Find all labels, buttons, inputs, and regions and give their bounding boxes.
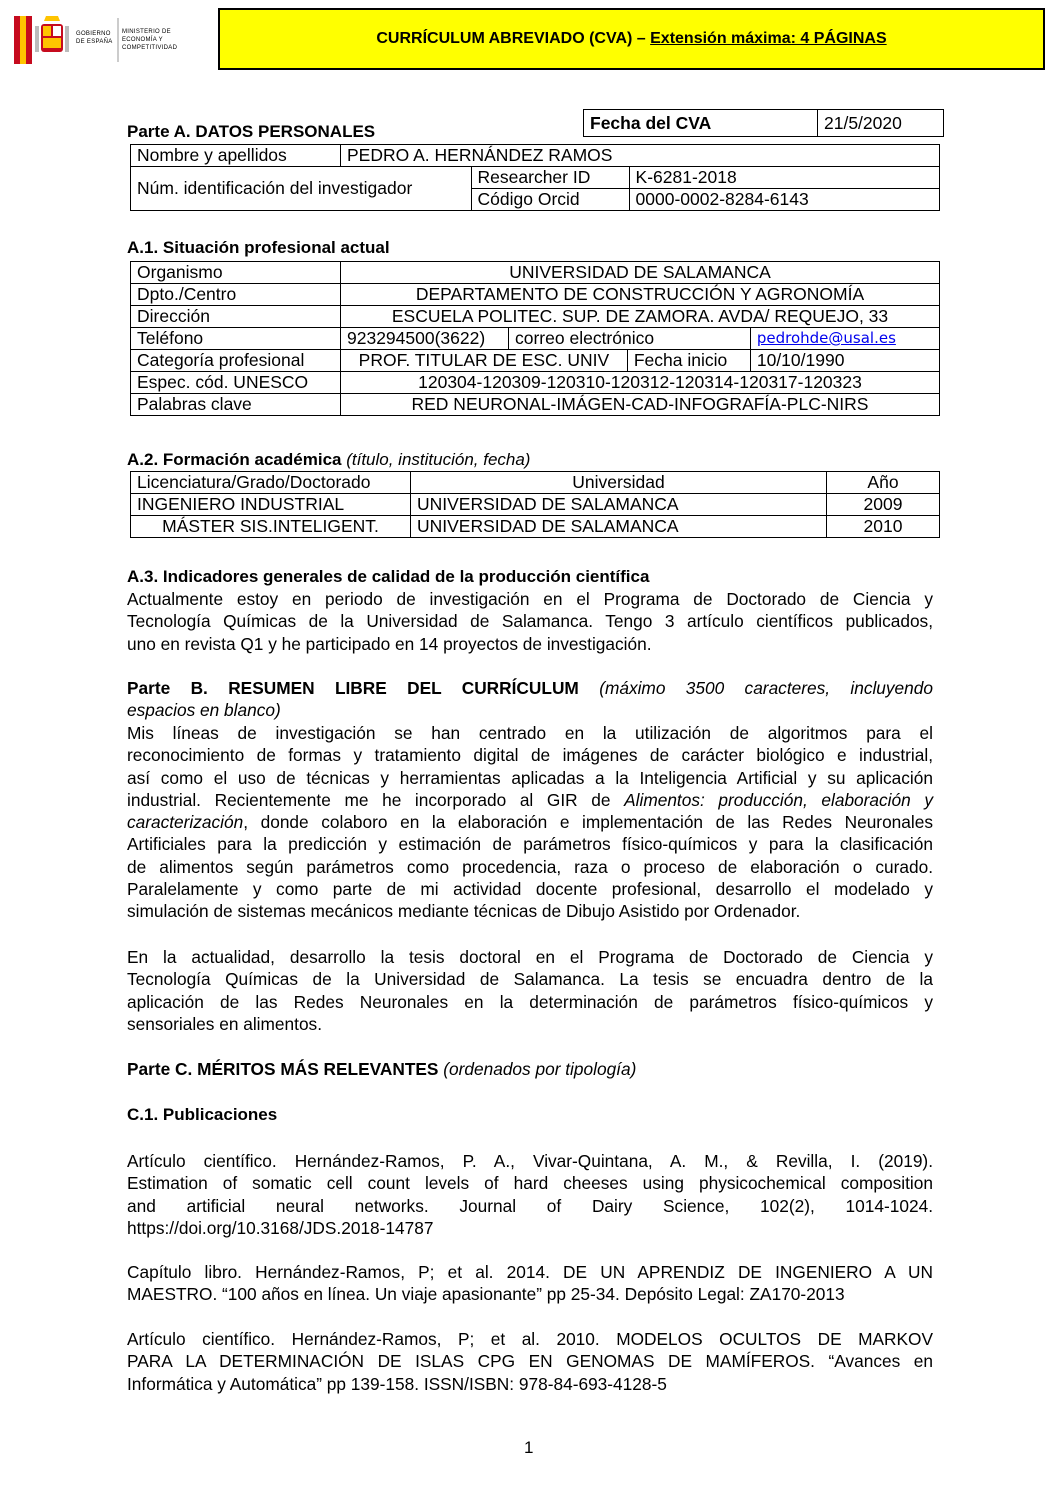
page-number: 1	[524, 1438, 534, 1457]
publication-2	[127, 1261, 933, 1306]
part-b-line: reconocimiento de formas y tratamiento digital de imágenes de carácter biológico e industrial,	[127, 745, 933, 766]
part-b-line: simulación de sistemas mecánicos mediante técnicas de Dibujo Asistido por Ordenador.	[127, 901, 801, 922]
publication-line: Capítulo libro. Hernández-Ramos, P; et al. 2014. DE UN APRENDIZ DE INGENIERO A UN	[127, 1262, 933, 1282]
part-b-line: así como el uso de técnicas y herramientas aplicadas a la Inteligencia Artificial y su aplicación	[127, 767, 933, 788]
claves-value: RED NEURONAL-IMÁGEN-CAD-INFOGRAFÍA-PLC-NIRS	[341, 394, 940, 416]
publication-3	[127, 1328, 933, 1395]
part-c-heading	[127, 1058, 933, 1080]
organismo-value: UNIVERSIDAD DE SALAMANCA	[341, 262, 940, 284]
part-b-line: Paralelamente y como parte de mi actividad docente profesional, desarrollo el modelado y	[127, 879, 933, 900]
unesco-label: Espec. cód. UNESCO	[131, 372, 341, 394]
fecha-cva-label: Fecha del CVA	[584, 110, 818, 137]
banner-title: CURRÍCULUM ABREVIADO (CVA) –	[376, 30, 646, 47]
publication-line: and artificial neural networks. Journal of Dairy Science, 102(2), 1014-1024.	[127, 1195, 933, 1216]
part-b-line: , donde colaboro en la elaboración e implementación de las Redes Neuronales	[243, 812, 933, 833]
email-link[interactable]: pedrohde@usal.es	[756, 329, 896, 347]
dpto-label: Dpto./Centro	[131, 284, 341, 306]
education-table	[130, 471, 940, 538]
part-b-line: sensoriales en alimentos.	[127, 1013, 322, 1034]
fecha-cva-value: 21/5/2020	[818, 110, 944, 137]
fecha-cva-table	[583, 109, 944, 137]
direccion-label: Dirección	[131, 306, 341, 328]
publication-line: Informática y Automática” pp 139-158. ISSN/ISBN: 978-84-693-4128-5	[127, 1373, 667, 1394]
education-degree: INGENIERO INDUSTRIAL	[131, 494, 411, 516]
orcid-label: Código Orcid	[471, 189, 629, 211]
banner-extension: Extensión máxima: 4 PÁGINAS	[650, 30, 887, 47]
education-header-university: Universidad	[411, 472, 827, 494]
part-b-italic-b: caracterización	[127, 812, 244, 833]
education-year: 2009	[827, 494, 940, 516]
telefono-value: 923294500(3622)	[341, 328, 509, 350]
publication-line: PARA LA DETERMINACIÓN DE ISLAS CPG EN GENOMAS DE MAMÍFEROS. “Avances en	[127, 1351, 933, 1372]
part-a-title: Parte A. DATOS PERSONALES	[127, 122, 376, 141]
logo-text-government: GOBIERNO DE ESPAÑA	[76, 31, 113, 45]
unesco-value: 120304-120309-120310-120312-120314-120317-120323	[341, 372, 940, 394]
part-b-line: de alimentos según parámetros como procedencia, raza o proceso de elaboración o curado.	[127, 856, 933, 877]
a3-line: uno en revista Q1 y he participado en 14 proyectos de investigación.	[127, 633, 652, 654]
publication-line: MAESTRO. “100 años en línea. Un viaje apasionante” pp 25-34. Depósito Legal: ZA170-2013	[127, 1284, 845, 1305]
orcid-value: 0000-0002-8284-6143	[629, 189, 939, 211]
part-b-line: industrial. Recientemente me he incorporado al GIR de	[127, 789, 611, 810]
nombre-value: PEDRO A. HERNÁNDEZ RAMOS	[341, 145, 940, 167]
part-b-title: Parte B. RESUMEN LIBRE DEL CURRÍCULUM	[127, 678, 579, 698]
a3-line: Actualmente estoy en periodo de investigación en el Programa de Doctorado de Ciencia y	[127, 589, 933, 609]
government-logo	[12, 14, 202, 66]
id-label: Núm. identificación del investigador	[131, 167, 472, 211]
part-c-title: Parte C. MÉRITOS MÁS RELEVANTES	[127, 1059, 439, 1079]
publication-line: Artículo científico. Hernández-Ramos, P; et al. 2010. MODELOS OCULTOS DE MARKOV	[127, 1329, 933, 1349]
education-year: 2010	[827, 516, 940, 538]
publication-line: Estimation of somatic cell count levels of hard cheeses using physicochemical composition	[127, 1173, 933, 1194]
a2-subtitle: (título, institución, fecha)	[346, 450, 531, 469]
part-b-paragraph-1	[127, 722, 933, 923]
publication-line: https://doi.org/10.3168/JDS.2018-14787	[127, 1217, 434, 1238]
personal-data-table	[130, 144, 940, 211]
publication-1	[127, 1150, 933, 1239]
fecha-inicio-value: 10/10/1990	[750, 350, 939, 372]
a3-paragraph	[127, 588, 933, 655]
researcher-id-value: K-6281-2018	[629, 167, 939, 189]
a1-title: A.1. Situación profesional actual	[127, 238, 390, 257]
fecha-inicio-label: Fecha inicio	[627, 350, 750, 372]
professional-table	[130, 261, 940, 416]
education-university: UNIVERSIDAD DE SALAMANCA	[411, 516, 827, 538]
part-b-subtitle: (máximo 3500 caracteres, incluyendo	[599, 678, 934, 698]
categoria-value: PROF. TITULAR DE ESC. UNIV	[341, 350, 628, 372]
logo-text-ministry: MINISTERIO DE ECONOMÍA Y COMPETITIVIDAD	[122, 29, 178, 51]
publication-line: Artículo científico. Hernández-Ramos, P. A., Vivar-Quintana, A. M., & Revilla, I. (2019).	[127, 1151, 933, 1171]
part-b-line: Tecnología Químicas de la Universidad de Salamanca. La tesis se encuadra dentro de la	[127, 969, 933, 990]
table-row	[131, 494, 940, 516]
correo-label: correo electrónico	[509, 328, 751, 350]
a2-title	[127, 450, 530, 470]
part-c-subtitle: (ordenados por tipología)	[443, 1059, 637, 1079]
telefono-label: Teléfono	[131, 328, 341, 350]
dpto-value: DEPARTAMENTO DE CONSTRUCCIÓN Y AGRONOMÍA	[341, 284, 940, 306]
c1-title: C.1. Publicaciones	[127, 1105, 278, 1124]
part-b-line: En la actualidad, desarrollo la tesis doctoral en el Programa de Doctorado de Ciencia y	[127, 947, 933, 967]
education-header-year: Año	[827, 472, 940, 494]
education-header-degree: Licenciatura/Grado/Doctorado	[131, 472, 411, 494]
researcher-id-label: Researcher ID	[471, 167, 629, 189]
education-degree: MÁSTER SIS.INTELIGENT.	[131, 516, 411, 538]
cva-banner	[218, 8, 1045, 70]
part-b-paragraph-2	[127, 946, 933, 1035]
direccion-value: ESCUELA POLITEC. SUP. DE ZAMORA. AVDA/ REQUEJO, 33	[341, 306, 940, 328]
part-b-line: Artificiales para la predicción y estimación de parámetros físico-químicos y para la clasificación	[127, 834, 933, 855]
part-b-subtitle-2: espacios en blanco)	[127, 700, 281, 721]
part-b-italic-a: Alimentos: producción, elaboración y	[624, 789, 933, 810]
part-b-line: aplicación de las Redes Neuronales en la determinación de parámetros físico-químicos y	[127, 991, 933, 1012]
claves-label: Palabras clave	[131, 394, 341, 416]
a2-title-text: A.2. Formación académica	[127, 450, 342, 469]
a3-title: A.3. Indicadores generales de calidad de la producción científica	[127, 567, 650, 586]
table-row	[131, 516, 940, 538]
categoria-label: Categoría profesional	[131, 350, 341, 372]
a3-line: Tecnología Químicas de la Universidad de Salamanca. Tengo 3 artículo científicos publicados,	[127, 611, 933, 632]
education-university: UNIVERSIDAD DE SALAMANCA	[411, 494, 827, 516]
part-b-line: Mis líneas de investigación se han centrado en la utilización de algoritmos para el	[127, 723, 933, 743]
organismo-label: Organismo	[131, 262, 341, 284]
part-b-heading	[127, 677, 933, 722]
nombre-label: Nombre y apellidos	[131, 145, 341, 167]
